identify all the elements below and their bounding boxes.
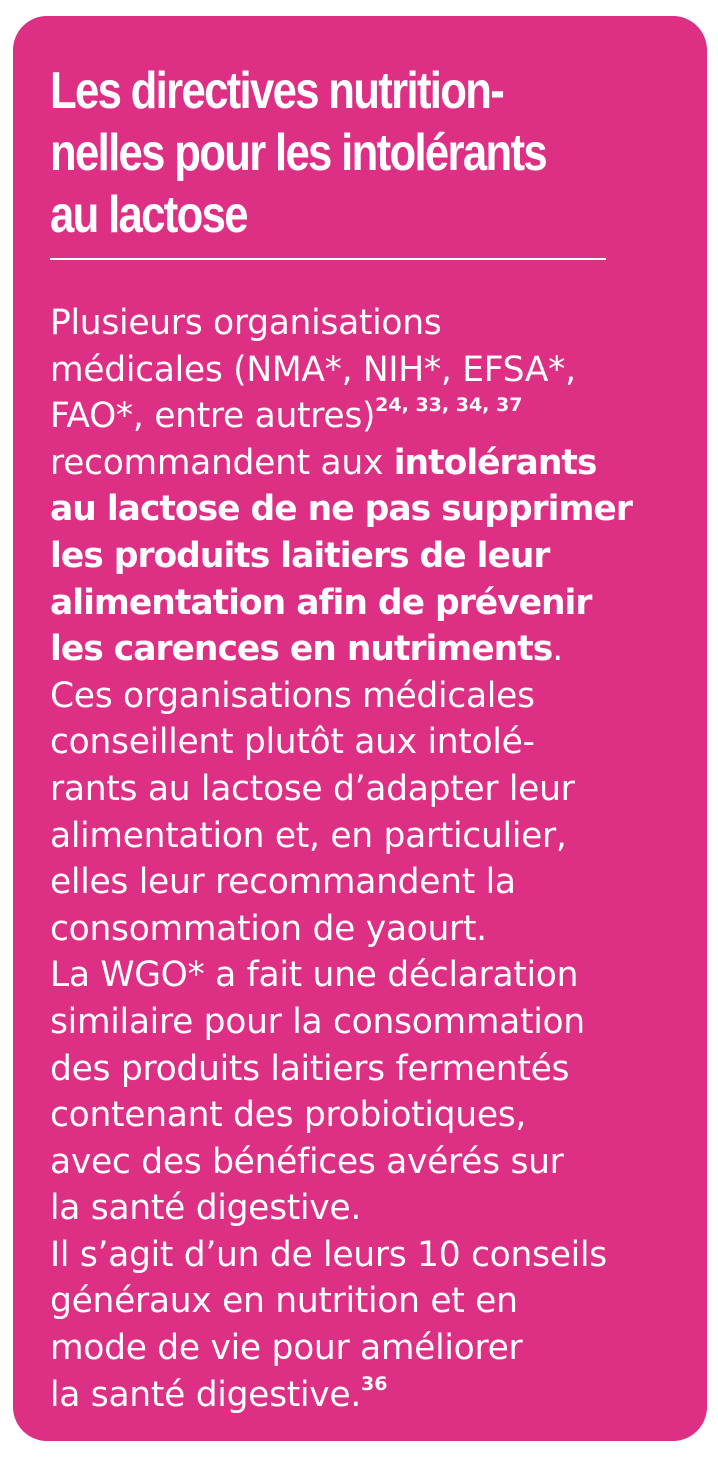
body-line-4-bold: intolérants <box>393 442 597 483</box>
title-divider <box>50 258 606 260</box>
title-line-3: au lactose <box>50 186 247 244</box>
body-line-10: conseillent plutôt aux intolé- <box>50 722 535 763</box>
body-line-6: les produits laitiers de leur <box>50 535 550 576</box>
body-line-21: Il s’agit d’un de leurs 10 conseils <box>50 1234 607 1275</box>
nutrition-guidelines-box <box>13 16 707 1441</box>
body-line-23: mode de vie pour améliorer <box>50 1328 523 1369</box>
box-body-text <box>50 300 671 1418</box>
body-line-9: Ces organisations médicales <box>50 675 535 716</box>
body-line-5: au lactose de ne pas supprimer <box>50 489 632 530</box>
body-line-7: alimentation afin de prévenir <box>50 582 592 623</box>
body-line-12: alimentation et, en particulier, <box>50 815 567 856</box>
title-line-2: nelles pour les intolérants <box>50 124 546 182</box>
body-line-20: la santé digestive. <box>50 1188 361 1229</box>
body-line-19: avec des bénéfices avérés sur <box>50 1141 564 1182</box>
body-line-17: des produits laitiers fermentés <box>50 1048 570 1089</box>
body-line-22: généraux en nutrition et en <box>50 1281 518 1322</box>
body-line-4-text: recommandent aux <box>50 442 394 483</box>
body-line-18: contenant des probiotiques, <box>50 1095 527 1136</box>
body-line-16: similaire pour la consommation <box>50 1001 585 1042</box>
body-line-8-text: . <box>552 629 563 670</box>
body-line-2: médicales (NMA*, NIH*, EFSA*, <box>50 349 576 390</box>
body-line-8 <box>50 626 671 673</box>
body-line-1: Plusieurs organisations <box>50 303 442 343</box>
body-line-14: consommation de yaourt. <box>50 908 487 949</box>
body-line-3-text: FAO*, entre autres) <box>50 396 376 437</box>
body-line-3 <box>50 393 671 440</box>
box-title <box>50 60 655 246</box>
reference-numbers: 24, 33, 34, 37 <box>375 394 523 417</box>
body-line-13: elles leur recommandent la <box>50 862 516 903</box>
body-line-24-text: la santé digestive. <box>50 1374 361 1415</box>
title-line-1: Les directives nutrition- <box>50 62 504 120</box>
body-line-8-bold: les carences en nutriments <box>50 629 553 670</box>
body-line-11: rants au lactose d’adapter leur <box>50 768 575 809</box>
body-line-24 <box>50 1372 671 1419</box>
reference-number: 36 <box>361 1372 388 1395</box>
body-line-15: La WGO* a fait une déclaration <box>50 955 579 996</box>
body-line-4 <box>50 440 671 487</box>
